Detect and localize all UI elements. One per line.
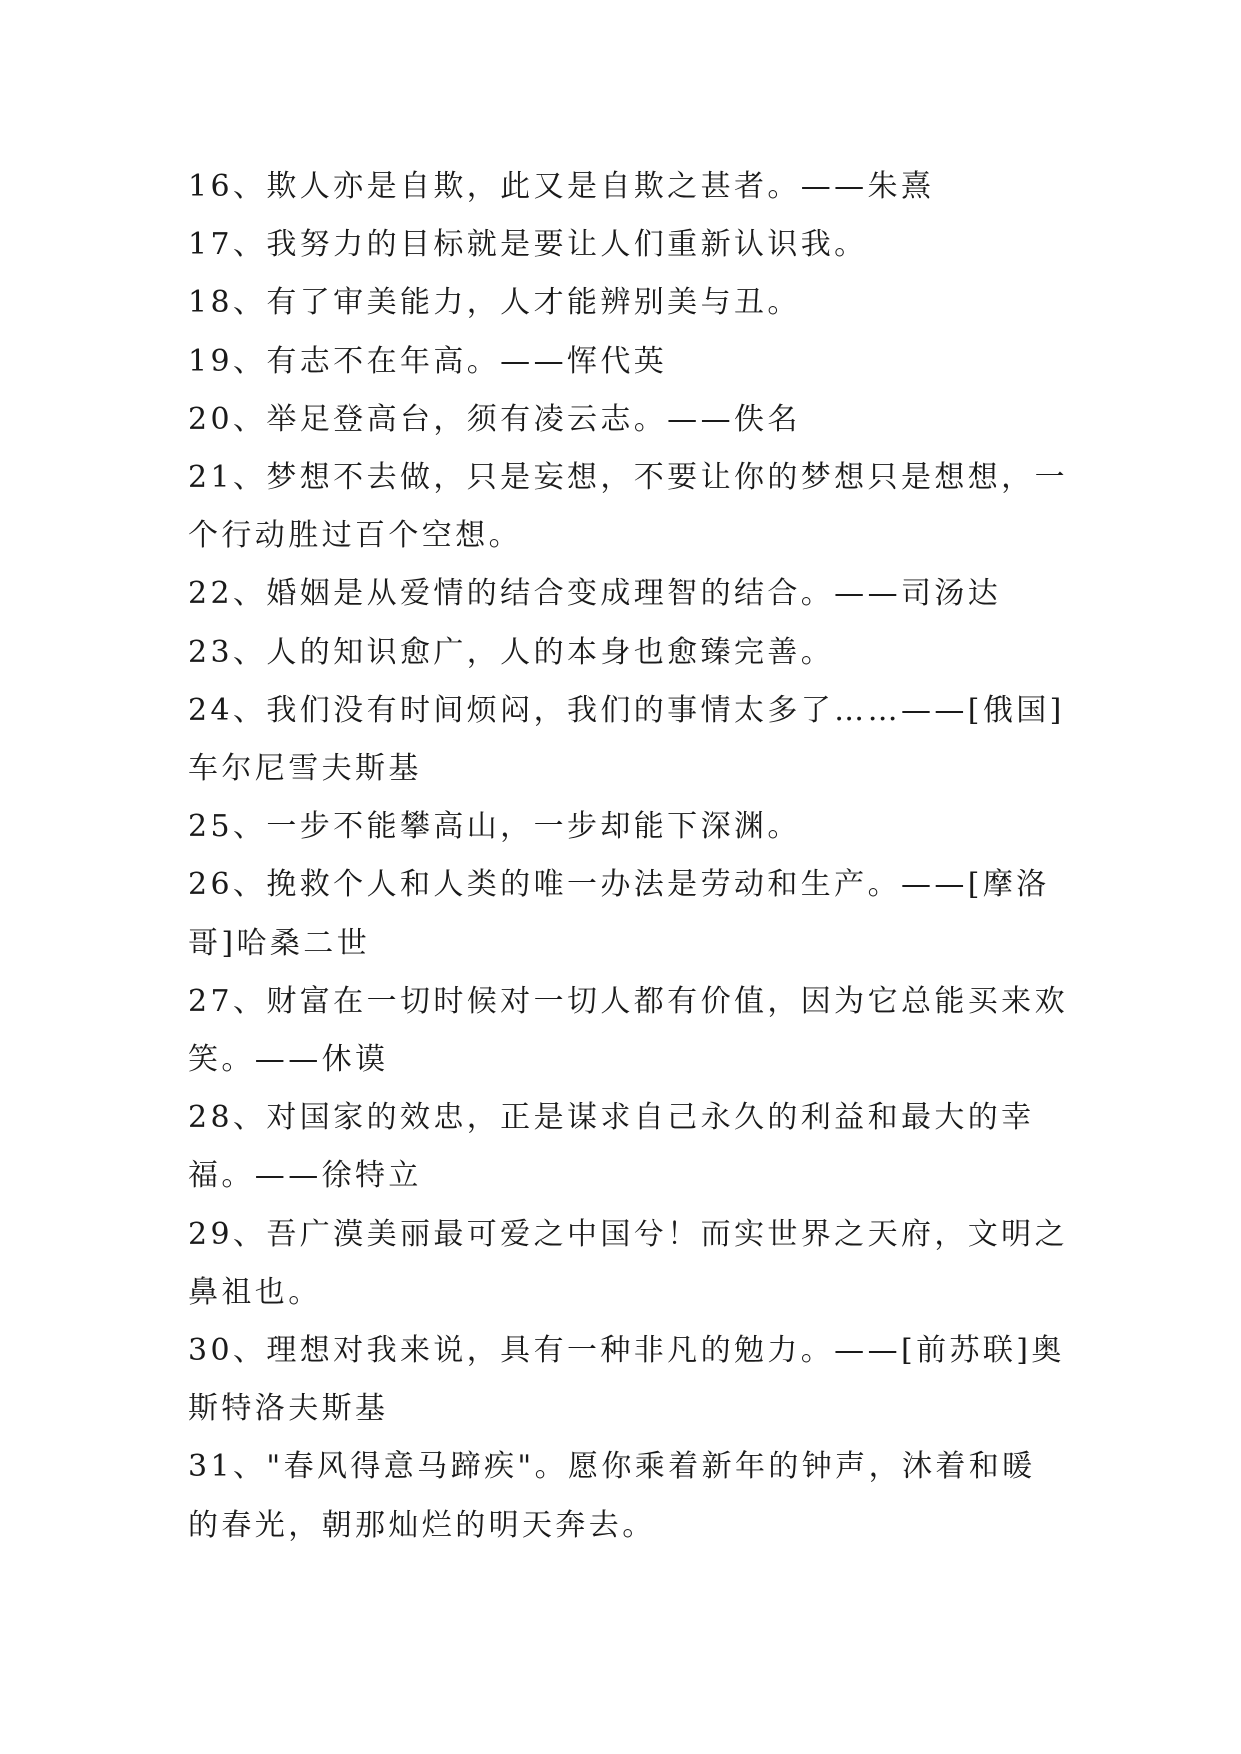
- quote-item: 29、吾广漠美丽最可爱之中国兮！而实世界之天府，文明之鼻祖也。: [188, 1216, 1068, 1310]
- quote-item: 25、一步不能攀高山，一步却能下深渊。: [188, 809, 801, 845]
- quote-item: 21、梦想不去做，只是妄想，不要让你的梦想只是想想，一个行动胜过百个空想。: [188, 460, 1068, 554]
- quote-item: 20、举足登高台，须有凌云志。——佚名: [188, 401, 801, 437]
- quote-item: 19、有志不在年高。——恽代英: [188, 343, 668, 379]
- quote-item: 24、我们没有时间烦闷，我们的事情太多了……——[俄国]车尔尼雪夫斯基: [188, 692, 1065, 787]
- quote-list: [188, 158, 1068, 1555]
- quote-item: 22、婚姻是从爱情的结合变成理智的结合。——司汤达: [188, 576, 1002, 612]
- quote-item: 16、欺人亦是自欺，此又是自欺之甚者。——朱熹: [188, 169, 935, 204]
- quote-item: 31、"春风得意马蹄疾"。愿你乘着新年的钟声，沐着和暖的春光，朝那灿烂的明天奔去。: [188, 1449, 1036, 1543]
- quote-item: 17、我努力的目标就是要让人们重新认识我。: [188, 227, 868, 263]
- quote-item: 30、理想对我来说，具有一种非凡的勉力。——[前苏联]奥斯特洛夫斯基: [188, 1333, 1065, 1427]
- quote-item: 27、财富在一切时候对一切人都有价值，因为它总能买来欢笑。——休谟: [188, 983, 1068, 1078]
- quote-item: 23、人的知识愈广，人的本身也愈臻完善。: [188, 634, 835, 670]
- quote-item: 26、挽救个人和人类的唯一办法是劳动和生产。——[摩洛哥]哈桑二世: [188, 867, 1050, 961]
- quote-item: 18、有了审美能力，人才能辨别美与丑。: [188, 285, 801, 321]
- quote-item: 28、对国家的效忠，正是谋求自己永久的利益和最大的幸福。——徐特立: [188, 1100, 1035, 1194]
